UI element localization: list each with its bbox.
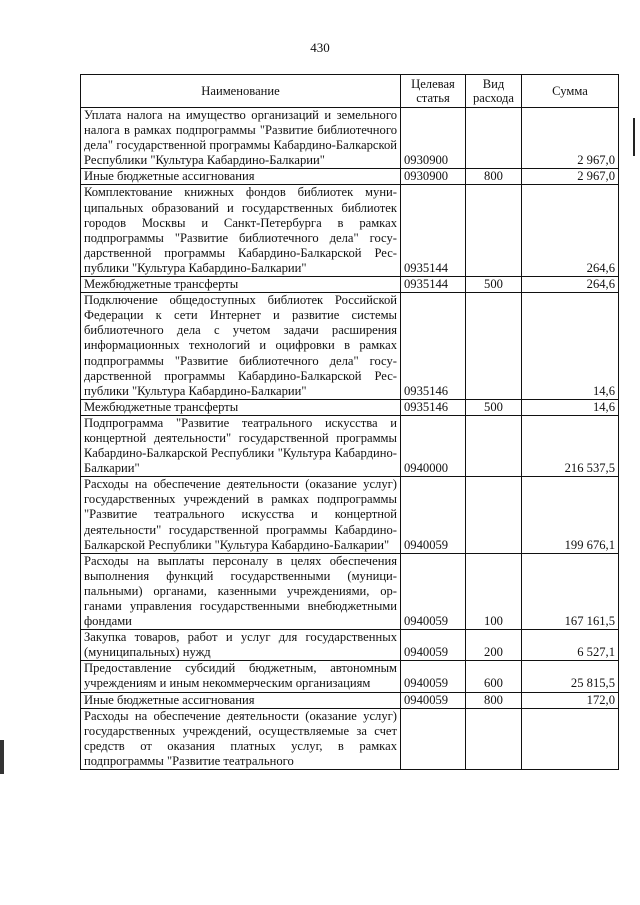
cell-sum: 6 527,1 — [522, 630, 619, 661]
cell-sum: 264,6 — [522, 185, 619, 277]
cell-code: 0930900 — [401, 169, 466, 185]
cell-code: 0940000 — [401, 415, 466, 476]
cell-code — [401, 708, 466, 769]
cell-sum: 25 815,5 — [522, 661, 619, 692]
cell-name: Подпрограмма "Развитие театрального искусства и концертной деятельности" государственной программы Кабардино-Балкарской Республики "Культура Кабардино-Балкарии" — [81, 415, 401, 476]
scan-edge-mark — [0, 740, 4, 774]
cell-name: Предоставление субсидий бюджетным, автономным учреждениям и иным некоммерческим организациям — [81, 661, 401, 692]
table-row — [81, 708, 619, 769]
cell-sum: 2 967,0 — [522, 108, 619, 169]
cell-code: 0940059 — [401, 477, 466, 553]
table-row — [81, 415, 619, 476]
table-row — [81, 661, 619, 692]
cell-code: 0935144 — [401, 277, 466, 293]
cell-code: 0940059 — [401, 692, 466, 708]
cell-code: 0940059 — [401, 661, 466, 692]
header-code: Целевая статья — [401, 75, 466, 108]
cell-type: 500 — [466, 399, 522, 415]
cell-code: 0935146 — [401, 293, 466, 400]
cell-name: Закупка товаров, работ и услуг для государственных (муниципальных) нужд — [81, 630, 401, 661]
cell-sum: 2 967,0 — [522, 169, 619, 185]
cell-sum: 172,0 — [522, 692, 619, 708]
cell-name: Подключение общедоступных библиотек Российской Федерации к сети Интернет и развитие системы библиотечного дела с учетом задачи расширения информационных технологий и оцифровки в рамках подпрограммы "Развитие библиотечного дела" государственной программы Кабардино-Балкарской Республики "Культура Кабардино-Балкарии" — [81, 293, 401, 400]
cell-type — [466, 185, 522, 277]
cell-type — [466, 477, 522, 553]
table-header-row — [81, 75, 619, 108]
cell-code: 0935144 — [401, 185, 466, 277]
table-row — [81, 293, 619, 400]
header-type: Вид расхода — [466, 75, 522, 108]
cell-sum: 199 676,1 — [522, 477, 619, 553]
cell-sum: 14,6 — [522, 399, 619, 415]
cell-name: Расходы на обеспечение деятельности (оказание услуг) государственных учреждений в рамках подпрограммы "Развитие театрального искусства и концертной деятельности" государственной программы Кабардино-Балкарской Республики "Культура Кабардино-Балкарии" — [81, 477, 401, 553]
table-row — [81, 169, 619, 185]
table-row — [81, 277, 619, 293]
cell-sum: 216 537,5 — [522, 415, 619, 476]
cell-type — [466, 708, 522, 769]
header-sum: Сумма — [522, 75, 619, 108]
cell-type — [466, 108, 522, 169]
cell-type — [466, 415, 522, 476]
scan-edge-mark — [633, 118, 635, 156]
cell-sum — [522, 708, 619, 769]
cell-name: Комплектование книжных фондов библиотек муниципальных образований и государственных библиотек городов Москвы и Санкт-Петербурга в рамках подпрограммы "Развитие библиотечного дела" государственной программы Кабардино-Балкарской Республики "Культура Кабардино-Балкарии" — [81, 185, 401, 277]
cell-name: Межбюджетные трансферты — [81, 277, 401, 293]
cell-sum: 264,6 — [522, 277, 619, 293]
cell-type: 500 — [466, 277, 522, 293]
cell-name: Расходы на обеспечение деятельности (оказание услуг) государственных учреждений, осуществляемые за счет средств от оказания платных услуг, в рамках подпрограммы "Развитие театрального — [81, 708, 401, 769]
cell-name: Уплата налога на имущество организаций и земельного налога в рамках подпрограммы "Развитие библиотечного дела" государственной программы Кабардино-Балкарской Республики "Культура Кабардино-Балкарии" — [81, 108, 401, 169]
table-row — [81, 185, 619, 277]
table-row — [81, 477, 619, 553]
cell-sum: 167 161,5 — [522, 553, 619, 629]
cell-type: 800 — [466, 692, 522, 708]
cell-name: Иные бюджетные ассигнования — [81, 169, 401, 185]
cell-type: 100 — [466, 553, 522, 629]
cell-name: Иные бюджетные ассигнования — [81, 692, 401, 708]
budget-table — [80, 74, 619, 770]
cell-type: 200 — [466, 630, 522, 661]
table-row — [81, 399, 619, 415]
cell-code: 0940059 — [401, 630, 466, 661]
cell-name: Расходы на выплаты персоналу в целях обеспечения выполнения функций государственными (муниципальными) органами, казенными учреждениями, органами управления государственными внебюджетными фондами — [81, 553, 401, 629]
cell-code: 0935146 — [401, 399, 466, 415]
cell-sum: 14,6 — [522, 293, 619, 400]
cell-type: 800 — [466, 169, 522, 185]
table-row — [81, 630, 619, 661]
page-number: 430 — [310, 40, 330, 55]
cell-code: 0940059 — [401, 553, 466, 629]
cell-type: 600 — [466, 661, 522, 692]
table-row — [81, 692, 619, 708]
cell-type — [466, 293, 522, 400]
table-row — [81, 553, 619, 629]
table-row — [81, 108, 619, 169]
header-name: Наименование — [81, 75, 401, 108]
cell-name: Межбюджетные трансферты — [81, 399, 401, 415]
cell-code: 0930900 — [401, 108, 466, 169]
